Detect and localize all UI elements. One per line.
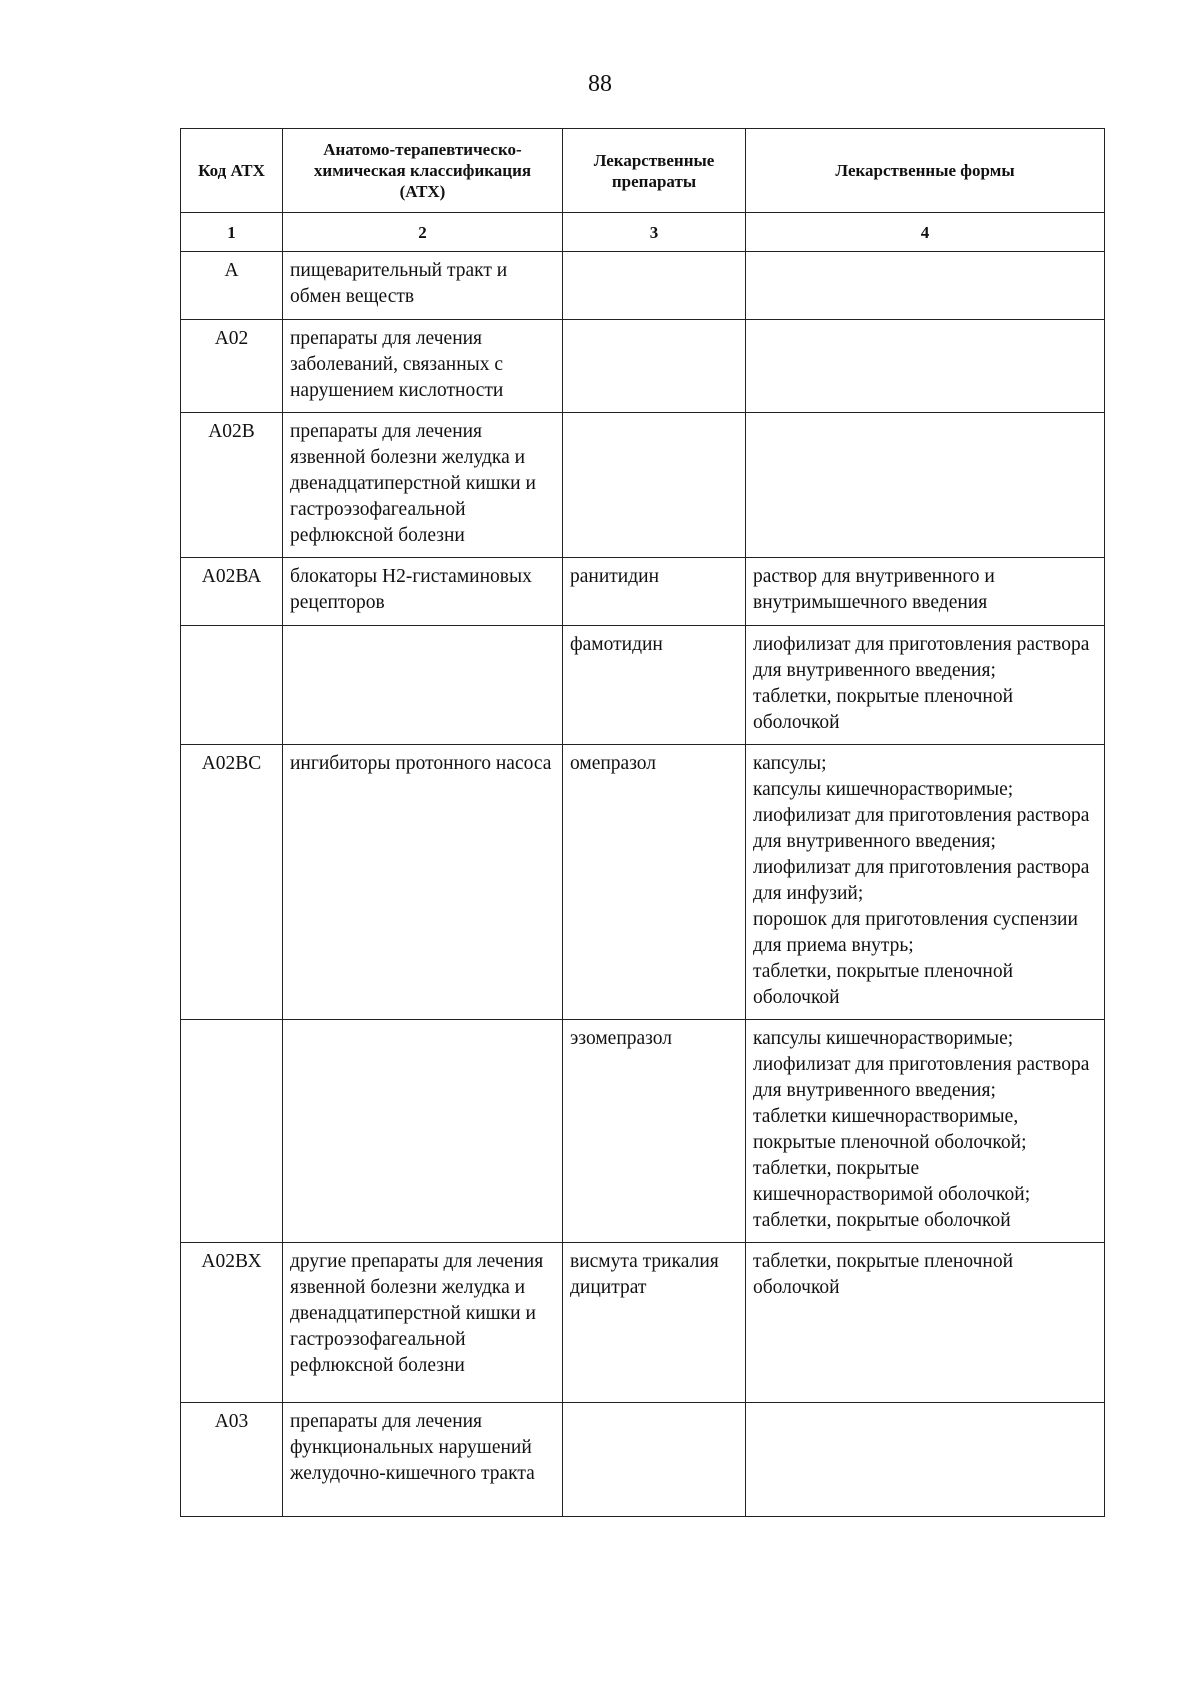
- dosage-form-item: таблетки, покрытые пленочной оболочкой: [753, 961, 1014, 1008]
- column-number-4: 4: [746, 213, 1105, 252]
- dosage-form-item: лиофилизат для приготовления раствора для внутривенного введения;: [753, 805, 1090, 852]
- atx-code-cell: [181, 626, 283, 745]
- column-numbers-row: [181, 213, 1105, 252]
- table-row: [181, 745, 1105, 1020]
- atx-code-cell: А02В: [181, 413, 283, 558]
- classification-cell: препараты для лечения функциональных нарушений желудочно-кишечного тракта: [283, 1403, 563, 1517]
- classification-cell: [283, 626, 563, 745]
- atx-code-cell: А02ВХ: [181, 1243, 283, 1403]
- dosage-forms-cell: [746, 1020, 1105, 1243]
- atx-code-cell: А: [181, 252, 283, 320]
- dosage-form-item: лиофилизат для приготовления раствора для внутривенного введения;: [753, 634, 1090, 681]
- dosage-form-item: капсулы кишечнорастворимые;: [753, 1028, 1014, 1049]
- drug-cell: эзомепразол: [563, 1020, 746, 1243]
- classification-cell: пищеварительный тракт и обмен веществ: [283, 252, 563, 320]
- table-body: [181, 252, 1105, 1517]
- atx-code-cell: [181, 1020, 283, 1243]
- column-number-1: 1: [181, 213, 283, 252]
- dosage-forms-cell: [746, 1243, 1105, 1403]
- column-number-2: 2: [283, 213, 563, 252]
- table-row: [181, 413, 1105, 558]
- dosage-form-item: таблетки, покрытые кишечнорастворимой оболочкой;: [753, 1158, 1031, 1205]
- classification-cell: другие препараты для лечения язвенной болезни желудка и двенадцатиперстной кишки и гастроэзофагеальной рефлюксной болезни: [283, 1243, 563, 1403]
- dosage-form-item: таблетки, покрытые пленочной оболочкой: [753, 1251, 1014, 1298]
- page-number: 88: [588, 71, 612, 97]
- atx-code-cell: А02ВС: [181, 745, 283, 1020]
- drug-cell: [563, 252, 746, 320]
- dosage-forms-cell: [746, 745, 1105, 1020]
- classification-cell: ингибиторы протонного насоса: [283, 745, 563, 1020]
- dosage-form-item: таблетки кишечнорастворимые, покрытые пленочной оболочкой;: [753, 1106, 1027, 1153]
- dosage-form-item: раствор для внутривенного и внутримышечного введения: [753, 566, 995, 613]
- dosage-forms-cell: [746, 320, 1105, 413]
- drug-cell: [563, 1403, 746, 1517]
- dosage-form-item: лиофилизат для приготовления раствора для внутривенного введения;: [753, 1054, 1090, 1101]
- classification-cell: [283, 1020, 563, 1243]
- dosage-forms-cell: [746, 413, 1105, 558]
- atx-table: [180, 128, 1105, 1517]
- dosage-form-item: капсулы кишечнорастворимые;: [753, 779, 1014, 800]
- classification-cell: препараты для лечения заболеваний, связанных с нарушением кислотности: [283, 320, 563, 413]
- classification-cell: блокаторы Н2-гистаминовых рецепторов: [283, 558, 563, 626]
- header-drugs: Лекарственные препараты: [563, 129, 746, 213]
- drug-cell: омепразол: [563, 745, 746, 1020]
- table-row: [181, 1403, 1105, 1517]
- dosage-forms-cell: [746, 252, 1105, 320]
- drug-cell: фамотидин: [563, 626, 746, 745]
- dosage-form-item: капсулы;: [753, 753, 827, 774]
- header-code: Код АТХ: [181, 129, 283, 213]
- dosage-form-item: таблетки, покрытые оболочкой: [753, 1210, 1011, 1231]
- table-row: [181, 320, 1105, 413]
- classification-cell: препараты для лечения язвенной болезни желудка и двенадцатиперстной кишки и гастроэзофагеальной рефлюксной болезни: [283, 413, 563, 558]
- drug-cell: [563, 413, 746, 558]
- drug-cell: [563, 320, 746, 413]
- table-header-row: [181, 129, 1105, 213]
- table-row: [181, 558, 1105, 626]
- header-classification: Анатомо-терапевтическо-химическая классификация (АТХ): [283, 129, 563, 213]
- table-row: [181, 1020, 1105, 1243]
- atx-code-cell: А02ВА: [181, 558, 283, 626]
- dosage-forms-cell: [746, 558, 1105, 626]
- header-forms: Лекарственные формы: [746, 129, 1105, 213]
- column-number-3: 3: [563, 213, 746, 252]
- dosage-form-item: порошок для приготовления суспензии для приема внутрь;: [753, 909, 1078, 956]
- table-row: [181, 252, 1105, 320]
- dosage-forms-cell: [746, 1403, 1105, 1517]
- dosage-form-item: лиофилизат для приготовления раствора для инфузий;: [753, 857, 1090, 904]
- atx-code-cell: А02: [181, 320, 283, 413]
- dosage-forms-cell: [746, 626, 1105, 745]
- drug-cell: ранитидин: [563, 558, 746, 626]
- drug-cell: висмута трикалия дицитрат: [563, 1243, 746, 1403]
- atx-code-cell: А03: [181, 1403, 283, 1517]
- table-row: [181, 1243, 1105, 1403]
- dosage-form-item: таблетки, покрытые пленочной оболочкой: [753, 686, 1014, 733]
- table-row: [181, 626, 1105, 745]
